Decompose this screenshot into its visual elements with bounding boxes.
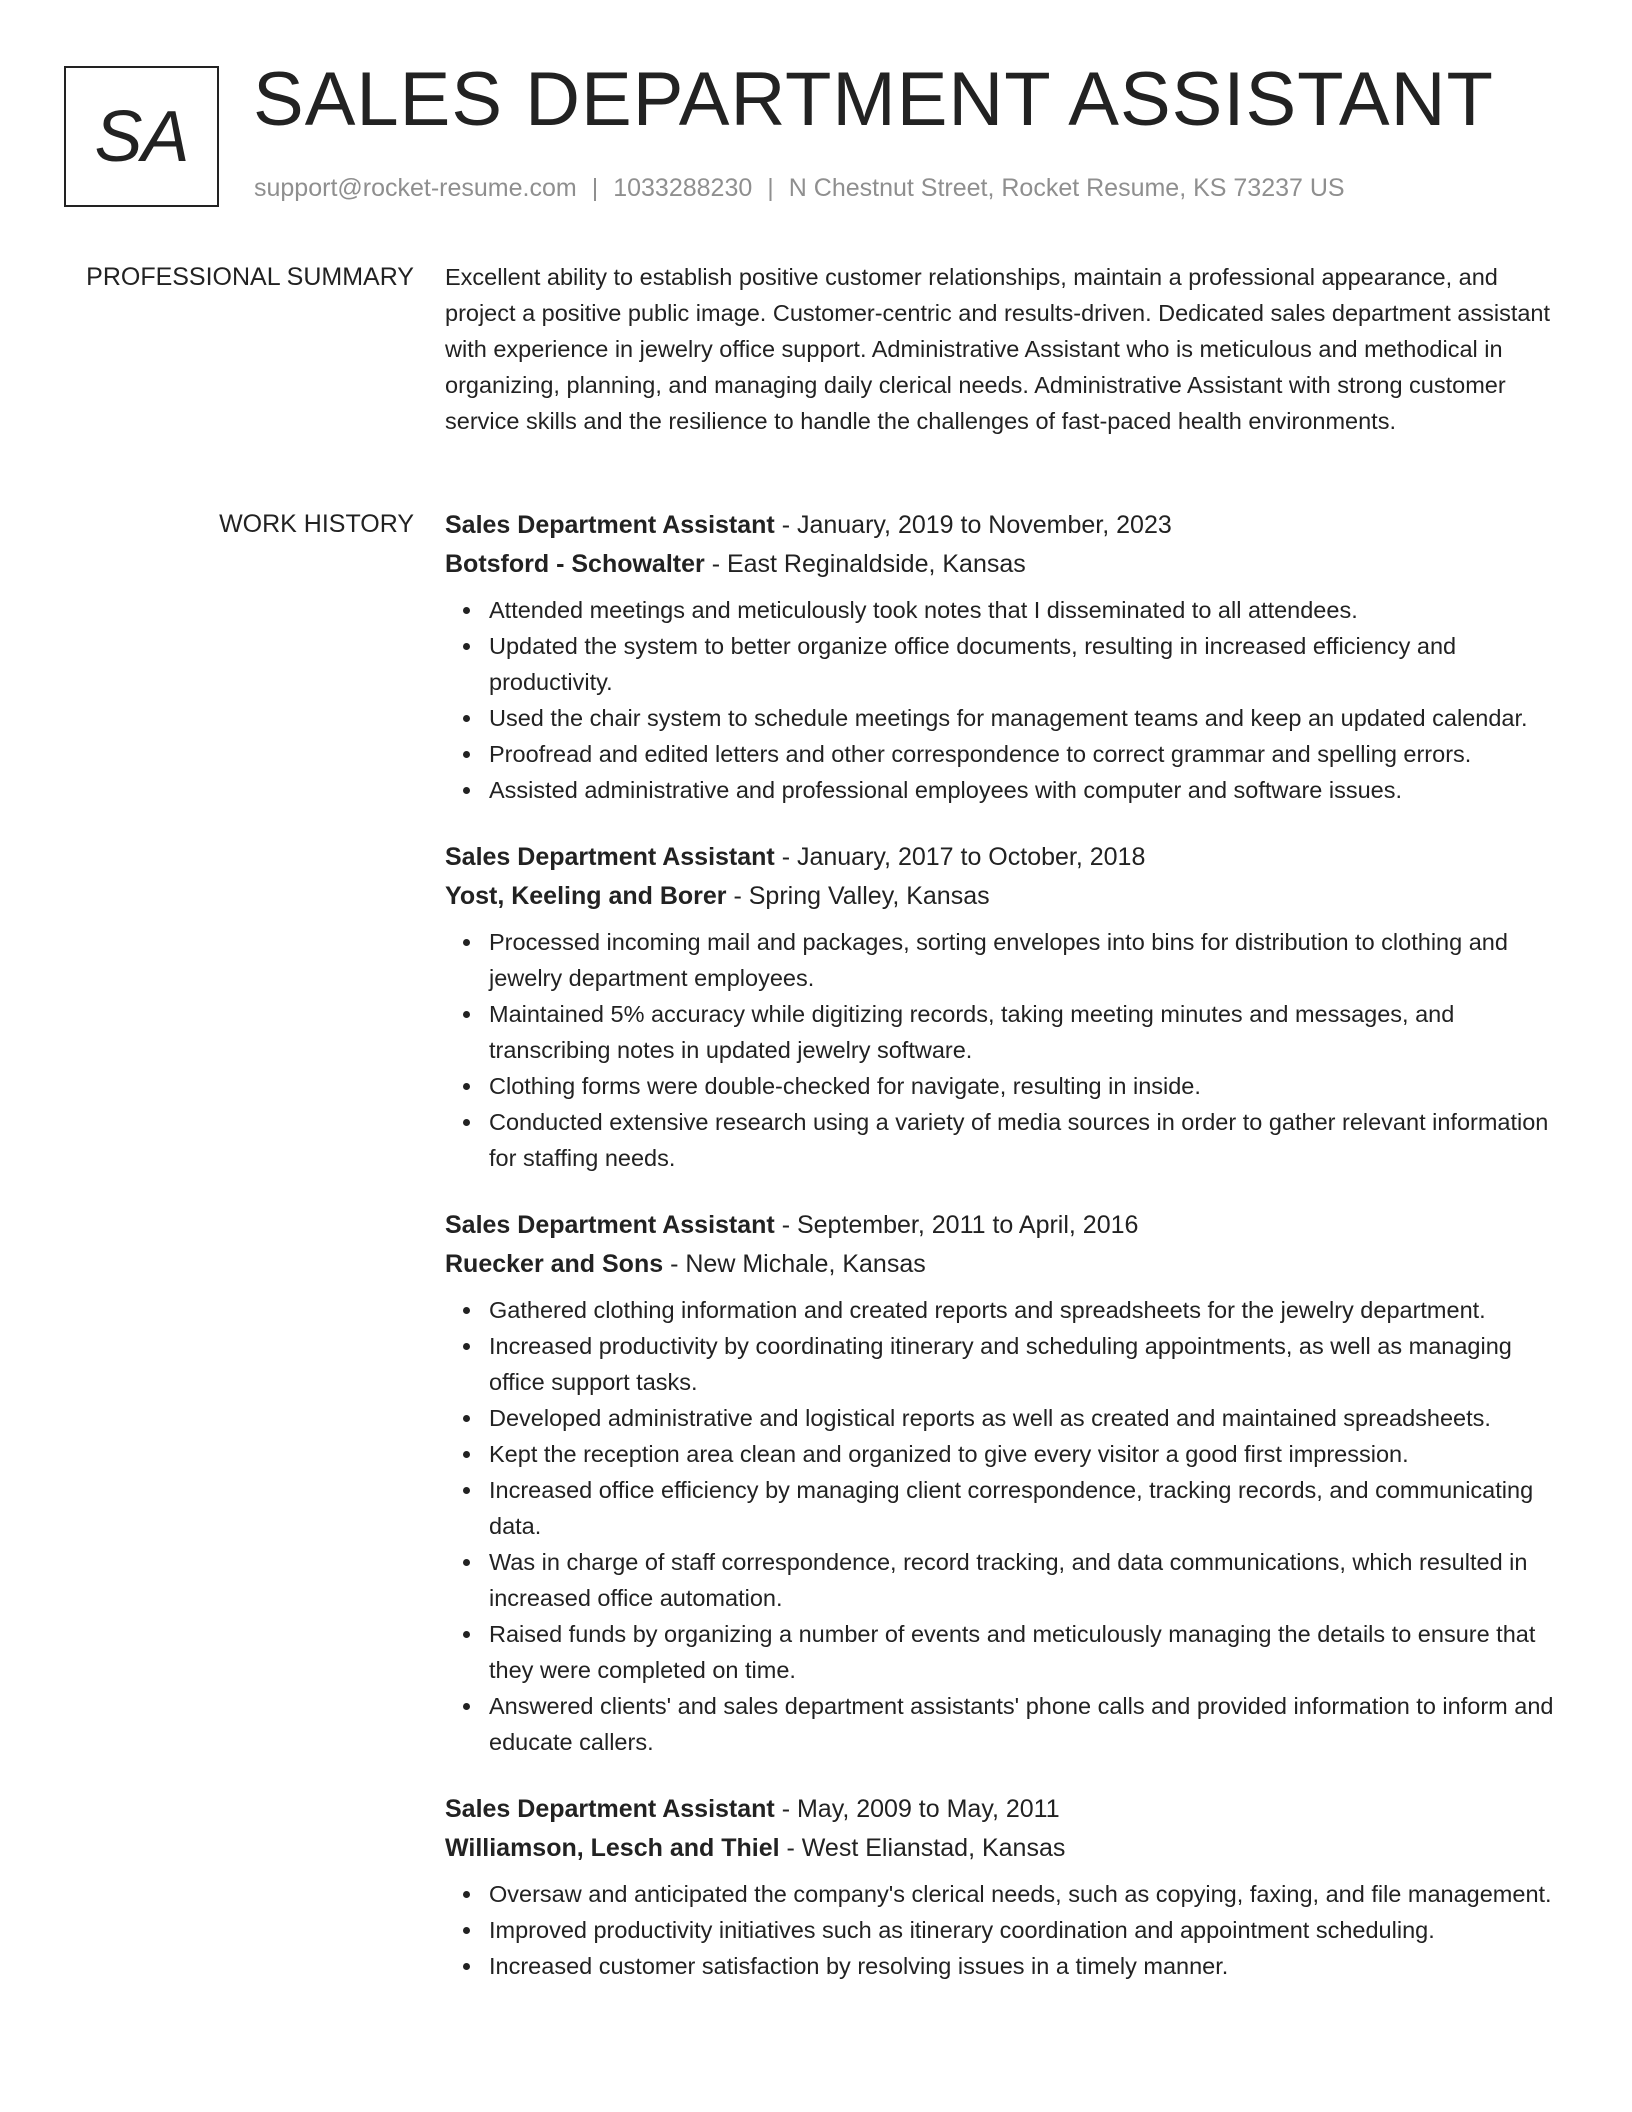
job-bullet-list xyxy=(445,1876,1565,1984)
job-bullet: Proofread and edited letters and other correspondence to correct grammar and spelling errors. xyxy=(445,736,1565,772)
job-bullet-list xyxy=(445,592,1565,808)
job-bullet: Increased customer satisfaction by resolving issues in a timely manner. xyxy=(445,1948,1565,1984)
job-bullet: Kept the reception area clean and organized to give every visitor a good first impression. xyxy=(445,1436,1565,1472)
job-bullet: Increased office efficiency by managing client correspondence, tracking records, and communicating data. xyxy=(445,1472,1565,1544)
job-entry xyxy=(445,1790,1565,1984)
job-company-line xyxy=(445,1245,1565,1284)
contact-address: N Chestnut Street, Rocket Resume, KS 73237 US xyxy=(788,174,1345,202)
contact-phone[interactable]: 1033288230 xyxy=(613,174,753,202)
job-bullet: Answered clients' and sales department assistants' phone calls and provided information to inform and educate callers. xyxy=(445,1688,1565,1760)
resume-header xyxy=(64,57,1584,212)
job-title: Sales Department Assistant xyxy=(445,1211,775,1239)
contact-separator: | xyxy=(767,174,774,202)
job-title-line xyxy=(445,1206,1565,1245)
section-label-work-history: WORK HISTORY xyxy=(219,510,414,538)
job-company: Yost, Keeling and Borer xyxy=(445,882,727,910)
section-label-summary: PROFESSIONAL SUMMARY xyxy=(86,263,414,291)
work-history-body xyxy=(445,506,1565,2014)
job-company-line xyxy=(445,1829,1565,1868)
job-entry xyxy=(445,838,1565,1176)
job-title-line xyxy=(445,838,1565,877)
monogram-initials: SA xyxy=(94,96,189,177)
job-company: Williamson, Lesch and Thiel xyxy=(445,1834,780,1862)
job-company: Botsford - Schowalter xyxy=(445,550,705,578)
job-dates: - May, 2009 to May, 2011 xyxy=(774,1795,1060,1823)
job-bullet: Maintained 5% accuracy while digitizing records, taking meeting minutes and messages, and transcribing notes in updated jewelry software. xyxy=(445,996,1565,1068)
contact-email[interactable]: support@rocket-resume.com xyxy=(254,174,577,202)
job-bullet: Updated the system to better organize office documents, resulting in increased efficiency and productivity. xyxy=(445,628,1565,700)
job-location: - East Reginaldside, Kansas xyxy=(704,550,1026,578)
job-company-line xyxy=(445,545,1565,584)
job-bullet-list xyxy=(445,1292,1565,1760)
job-title: Sales Department Assistant xyxy=(445,1795,775,1823)
job-bullet: Oversaw and anticipated the company's clerical needs, such as copying, faxing, and file management. xyxy=(445,1876,1565,1912)
contact-line xyxy=(254,174,1345,203)
job-dates: - January, 2019 to November, 2023 xyxy=(774,511,1172,539)
job-bullet: Conducted extensive research using a variety of media sources in order to gather relevant information for staffing needs. xyxy=(445,1104,1565,1176)
job-bullet: Attended meetings and meticulously took notes that I disseminated to all attendees. xyxy=(445,592,1565,628)
job-bullet: Developed administrative and logistical reports as well as created and maintained spreadsheets. xyxy=(445,1400,1565,1436)
job-bullet: Improved productivity initiatives such as itinerary coordination and appointment scheduling. xyxy=(445,1912,1565,1948)
job-dates: - January, 2017 to October, 2018 xyxy=(774,843,1146,871)
job-location: - West Elianstad, Kansas xyxy=(779,1834,1066,1862)
contact-separator: | xyxy=(591,174,599,202)
job-company: Ruecker and Sons xyxy=(445,1250,664,1278)
job-bullet: Raised funds by organizing a number of events and meticulously managing the details to ensure that they were completed on time. xyxy=(445,1616,1565,1688)
summary-body xyxy=(445,259,1565,439)
job-dates: - September, 2011 to April, 2016 xyxy=(774,1211,1139,1239)
job-title: Sales Department Assistant xyxy=(445,843,775,871)
job-bullet: Gathered clothing information and created reports and spreadsheets for the jewelry department. xyxy=(445,1292,1565,1328)
job-location: - New Michale, Kansas xyxy=(663,1250,926,1278)
job-bullet-list xyxy=(445,924,1565,1176)
job-company-line xyxy=(445,877,1565,916)
job-bullet: Used the chair system to schedule meetings for management teams and keep an updated calendar. xyxy=(445,700,1565,736)
job-location: - Spring Valley, Kansas xyxy=(726,882,990,910)
job-entry xyxy=(445,1206,1565,1760)
job-bullet: Clothing forms were double-checked for navigate, resulting in inside. xyxy=(445,1068,1565,1104)
job-title-line xyxy=(445,506,1565,545)
summary-text: Excellent ability to establish positive customer relationships, maintain a professional appearance, and project a positive public image. Customer-centric and results-driven. Dedicated sales department assistant with experience in jewelry office support. Administrative Assistant who is meticulous and methodical in organizing, planning, and managing daily clerical needs. Administrative Assistant with strong customer service skills and the resilience to handle the challenges of fast-paced health environments. xyxy=(445,264,1551,434)
job-bullet: Processed incoming mail and packages, sorting envelopes into bins for distribution to clothing and jewelry department employees. xyxy=(445,924,1565,996)
job-bullet: Was in charge of staff correspondence, record tracking, and data communications, which resulted in increased office automation. xyxy=(445,1544,1565,1616)
monogram-box xyxy=(64,66,219,207)
job-bullet: Increased productivity by coordinating itinerary and scheduling appointments, as well as managing office support tasks. xyxy=(445,1328,1565,1400)
job-title: Sales Department Assistant xyxy=(445,511,775,539)
job-title-line xyxy=(445,1790,1565,1829)
candidate-name: SALES DEPARTMENT ASSISTANT xyxy=(253,57,1494,142)
job-bullet: Assisted administrative and professional employees with computer and software issues. xyxy=(445,772,1565,808)
job-entry xyxy=(445,506,1565,808)
